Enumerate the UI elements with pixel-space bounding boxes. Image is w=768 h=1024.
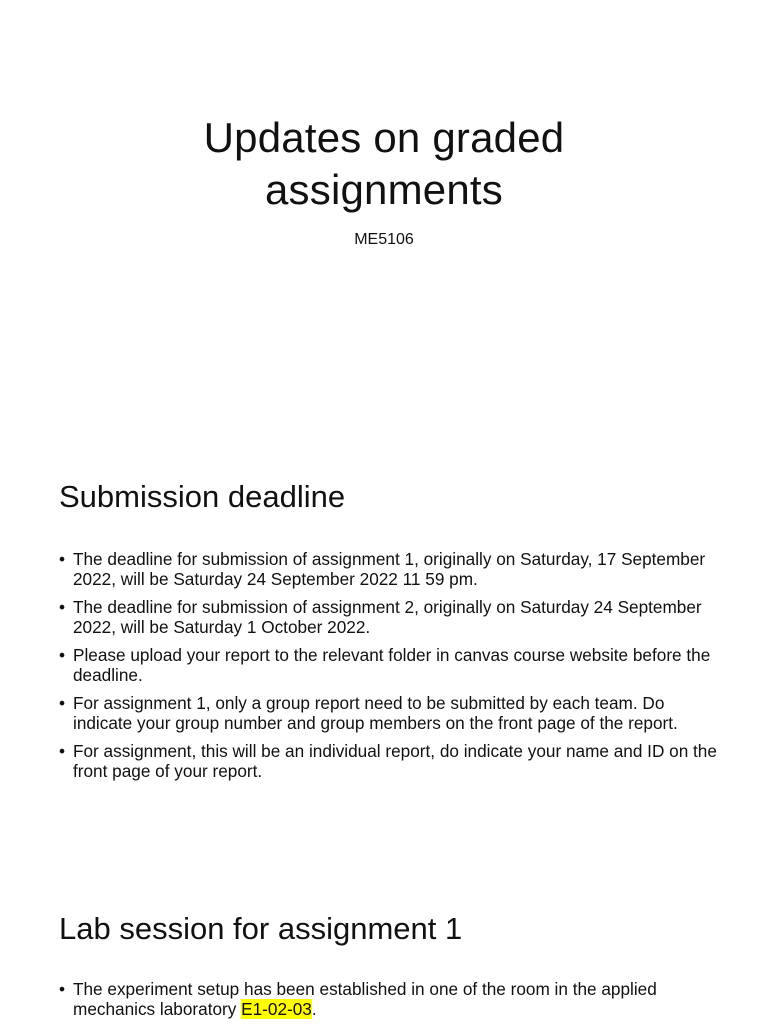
bullet-text: For assignment 1, only a group report need to be submitted by each team. Do indicate your group number and group members on the front page of the report. xyxy=(73,693,678,733)
lab-session-slide xyxy=(0,880,768,1024)
bullet-text: Please upload your report to the relevant folder in canvas course website before the deadline. xyxy=(73,645,711,685)
lab-session-heading: Lab session for assignment 1 xyxy=(59,911,463,946)
bullet-icon: • xyxy=(59,693,66,713)
list-item xyxy=(59,646,719,685)
deadline-bullet-list xyxy=(59,550,719,790)
bullet-text: The deadline for submission of assignment 2, originally on Saturday 24 September 2022, will be Saturday 1 October 2022. xyxy=(73,597,702,637)
slide-title-line-1: Updates on graded xyxy=(203,114,565,161)
title-slide xyxy=(0,0,768,440)
slide-title-line-2: assignments xyxy=(265,166,503,213)
room-number-highlight: E1-02-03 xyxy=(241,998,312,1019)
list-item xyxy=(59,980,719,1019)
bullet-icon: • xyxy=(59,645,66,665)
list-item xyxy=(59,694,719,733)
course-code: ME5106 xyxy=(354,231,414,248)
list-item xyxy=(59,742,719,781)
bullet-text: For assignment, this will be an individual report, do indicate your name and ID on the front page of your report. xyxy=(73,741,717,781)
slide-title xyxy=(0,112,768,216)
list-item xyxy=(59,598,719,637)
bullet-text-end: . xyxy=(311,998,317,1019)
bullet-icon: • xyxy=(59,741,66,761)
bullet-text: The deadline for submission of assignment 1, originally on Saturday, 17 September 2022, will be Saturday 24 September 2022 11 59 pm. xyxy=(73,549,706,589)
lab-bullet-list xyxy=(59,980,719,1024)
submission-deadline-slide xyxy=(0,440,768,880)
bullet-text xyxy=(73,979,657,1019)
bullet-text-main: The experiment setup has been established in one of the room in the applied mechanics laboratory xyxy=(73,979,657,1019)
bullet-icon: • xyxy=(59,597,66,617)
submission-deadline-heading: Submission deadline xyxy=(59,479,346,514)
bullet-icon: • xyxy=(59,979,66,999)
bullet-icon: • xyxy=(59,549,66,569)
list-item xyxy=(59,550,719,589)
